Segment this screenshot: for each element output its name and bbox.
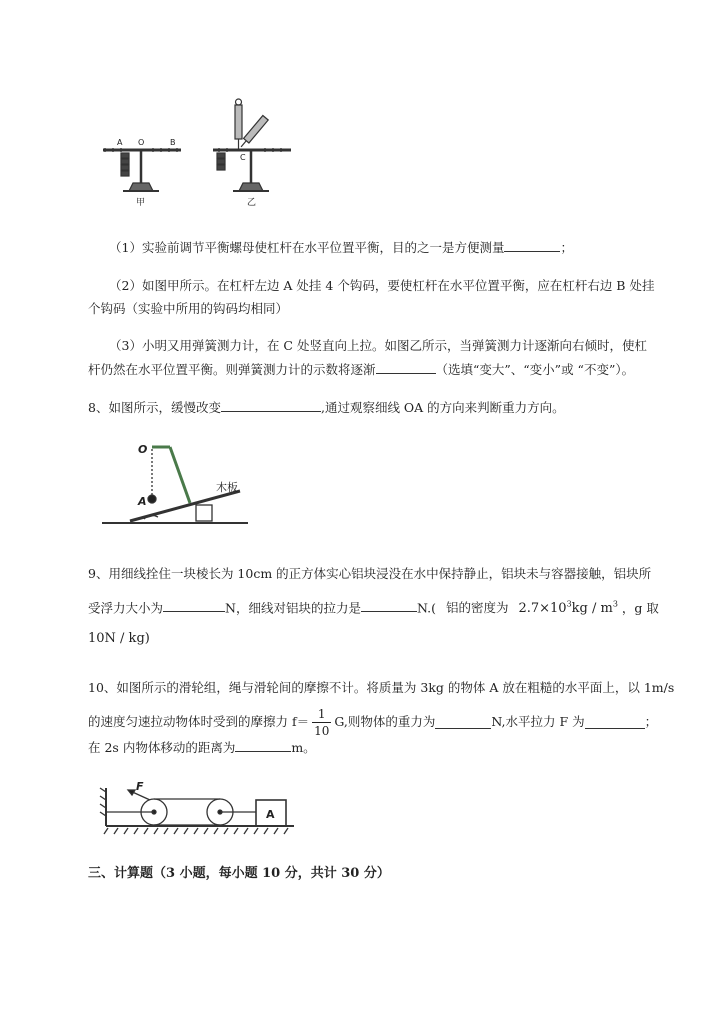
q9-density-number: 2.7×10: [518, 601, 567, 617]
lever-label-a: A: [117, 138, 123, 147]
q10-line2-start: 的速度匀速拉动物体时受到的摩擦力 f＝: [88, 714, 310, 729]
q7-part3-line1-text: （3）小明又用弹簧测力计，在 C 处竖直向上拉。如图乙所示，当弹簧测力计逐渐向右倾时，使杠: [109, 338, 647, 353]
q10-line3-start: 在 2s 内物体移动的距离为: [88, 740, 236, 755]
q10-line1-text: 10、如图所示的滑轮组，绳与滑轮间的摩擦不计。将质量为 3kg 的物体 A 放在粗糙的水平面上，以 1m/s: [88, 680, 675, 695]
q9-line1-text: 9、用细线拴住一块棱长为 10cm 的正方体实心铝块浸没在水中保持静止，铝块未与容器接触，铝块所: [88, 566, 652, 581]
q8-label-a: A: [138, 495, 147, 508]
q9-blank-1[interactable]: [163, 599, 225, 612]
q9-density-value: [518, 601, 617, 616]
q9-line2-mid: N，细线对铝块的拉力是: [225, 600, 361, 616]
q9-density-label: 铝的密度为: [445, 600, 509, 616]
q10-line2: [88, 702, 657, 742]
q7-part3-blank[interactable]: [376, 361, 436, 374]
q7-part3-line2-end: （选填“变大”、“变小”或 “不变”）。: [435, 362, 635, 377]
q9-line3: [88, 630, 150, 647]
q10-blank-1[interactable]: [435, 716, 491, 729]
q9-density-exp: 3: [566, 600, 572, 609]
q10-fraction: [312, 706, 331, 739]
q7-part2-line2: [88, 301, 288, 317]
q10-frac-num: 1: [312, 706, 331, 723]
q10-blank-3[interactable]: [235, 739, 291, 752]
q8-label-board: 木板: [216, 481, 238, 494]
q7-part3-line2: [88, 361, 634, 378]
lever-right: [213, 99, 291, 191]
q8-label-o: O: [138, 443, 148, 456]
q10-line2-mid2: N,水平拉力 F 为: [491, 714, 585, 729]
q10-line1: [88, 680, 674, 696]
q10-label-f: F: [136, 780, 144, 793]
q8-start: 8、如图所示，缓慢改变: [88, 400, 221, 415]
q8-question: [88, 399, 565, 416]
q8-figure: [100, 435, 250, 535]
lever-caption-right: 乙: [247, 198, 257, 208]
q9-line3-text: 10N / kg): [88, 631, 150, 646]
q7-part3-line2-start: 杆仍然在水平位置平衡。则弹簧测力计的示数将逐渐: [88, 362, 376, 377]
q10-frac-den: 10: [314, 723, 330, 738]
lever-figure: [95, 95, 295, 213]
q9-line2-start: 受浮力大小为: [88, 600, 164, 616]
q9-line2: [88, 597, 659, 617]
q7-part1: [109, 239, 573, 256]
lever-left: [103, 148, 181, 191]
q9-density-unit: kg / m: [571, 601, 613, 617]
section3-heading-text: 三、计算题（3 小题，每小题 10 分，共计 30 分）: [88, 866, 390, 881]
lever-label-b: B: [170, 138, 176, 147]
q10-pulley-figure: [98, 778, 298, 840]
q8-end: ,通过观察细线 OA 的方向来判断重力方向。: [320, 400, 565, 415]
q10-line2-mid: G,则物体的重力为: [334, 714, 436, 729]
q7-part2-line1: [109, 278, 654, 294]
q7-part2-line1-text: （2）如图甲所示。在杠杆左边 A 处挂 4 个钩码，要使杠杆在水平位置平衡，应在杠杆右边 B 处挂: [109, 278, 655, 293]
lever-label-o: O: [138, 138, 145, 147]
q10-line2-end: ；: [644, 714, 658, 729]
q10-label-a: A: [266, 808, 275, 821]
q9-line2-g: ，g 取: [621, 600, 659, 616]
q10-line3-end: m。: [291, 740, 316, 755]
q8-blank[interactable]: [221, 399, 321, 412]
q9-density-unit-exp: 3: [612, 600, 618, 609]
lever-label-c: C: [240, 153, 246, 162]
lever-caption-left: 甲: [136, 198, 146, 208]
q7-part1-end: ；: [560, 240, 573, 255]
q7-part3-line1: [109, 338, 647, 354]
q7-part1-blank[interactable]: [504, 239, 560, 252]
q7-part2-line2-text: 个钩码（实验中所用的钩码均相同）: [88, 301, 289, 316]
q7-part1-text: （1）实验前调节平衡螺母使杠杆在水平位置平衡，目的之一是方便测量: [109, 240, 505, 255]
q10-line3: [88, 739, 316, 756]
q9-blank-2[interactable]: [361, 599, 417, 612]
q10-blank-2[interactable]: [585, 716, 645, 729]
section3-heading: [88, 866, 390, 882]
q9-line2-unit: N.(: [416, 600, 436, 616]
q9-line1: [88, 566, 651, 582]
